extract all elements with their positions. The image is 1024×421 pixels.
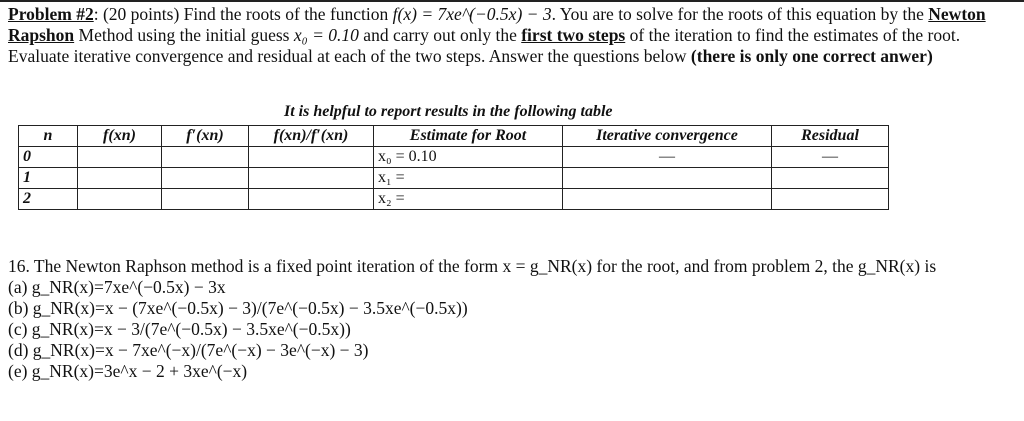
problem-guess: x₀ = 0.10 (293, 25, 359, 45)
cell-convergence (563, 168, 772, 189)
cell-estimate: x₁ = (374, 168, 563, 189)
problem-steps: first two steps (521, 25, 626, 45)
option-e: (e) g_NR(x)=3e^x − 2 + 3xe^(−x) (8, 361, 248, 381)
row-n: 2 (19, 189, 78, 210)
cell-convergence: — (563, 147, 772, 168)
problem-text-e: of the iteration to find the estimates of the root. Evaluate iterative convergence and residual at each of the two steps. Answer the questions below (8, 25, 961, 66)
cell-ratio (249, 147, 374, 168)
cell-residual (772, 168, 889, 189)
option-b: (b) g_NR(x)=x − (7xe^(−0.5x) − 3)/(7e^(−0.5x) − 3.5xe^(−0.5x)) (8, 298, 468, 318)
top-rule (0, 0, 1024, 2)
header-f: f(xn) (78, 126, 162, 147)
table-hint: It is helpful to report results in the following table (284, 103, 613, 120)
problem-text-b: . You are to solve for the roots of this equation by the (551, 4, 929, 24)
row-n: 0 (19, 147, 78, 168)
header-estimate: Estimate for Root (374, 126, 563, 147)
table-row (19, 189, 889, 210)
problem-label: Problem #2 (8, 4, 94, 24)
cell-f (78, 147, 162, 168)
cell-fprime (162, 189, 249, 210)
results-table (18, 125, 889, 210)
cell-fprime (162, 168, 249, 189)
cell-residual (772, 189, 889, 210)
header-fprime: f′(xn) (162, 126, 249, 147)
table-header-row (19, 126, 889, 147)
problem-statement (8, 4, 1008, 67)
cell-convergence (563, 189, 772, 210)
cell-estimate: x₀ = 0.10 (374, 147, 563, 168)
cell-ratio (249, 189, 374, 210)
header-residual: Residual (772, 126, 889, 147)
row-n: 1 (19, 168, 78, 189)
problem-text-a: : (20 points) Find the roots of the function (93, 4, 393, 24)
cell-estimate: x₂ = (374, 189, 563, 210)
cell-f (78, 189, 162, 210)
question-text: 16. The Newton Raphson method is a fixed point iteration of the form x = g_NR(x) for the root, and from problem 2, the g_NR(x) is (8, 256, 937, 276)
question-16 (8, 256, 1008, 382)
problem-function: f(x) = 7xe^(−0.5x) − 3 (392, 4, 552, 24)
cell-ratio (249, 168, 374, 189)
option-a: (a) g_NR(x)=7xe^(−0.5x) − 3x (8, 277, 226, 297)
problem-note: (there is only one correct anwer) (690, 46, 933, 66)
problem-text-d: and carry out only the (358, 25, 522, 45)
cell-residual: — (772, 147, 889, 168)
cell-fprime (162, 147, 249, 168)
table-row (19, 168, 889, 189)
option-c: (c) g_NR(x)=x − 3/(7e^(−0.5x) − 3.5xe^(−0.5x)) (8, 319, 351, 339)
problem-text-c: Method using the initial guess (74, 25, 294, 45)
problem-method: Newton Rapshon (8, 4, 986, 45)
option-d: (d) g_NR(x)=x − 7xe^(−x)/(7e^(−x) − 3e^(−x) − 3) (8, 340, 369, 360)
header-convergence: Iterative convergence (563, 126, 772, 147)
header-n: n (19, 126, 78, 147)
table-row (19, 147, 889, 168)
header-ratio: f(xn)/f′(xn) (249, 126, 374, 147)
cell-f (78, 168, 162, 189)
